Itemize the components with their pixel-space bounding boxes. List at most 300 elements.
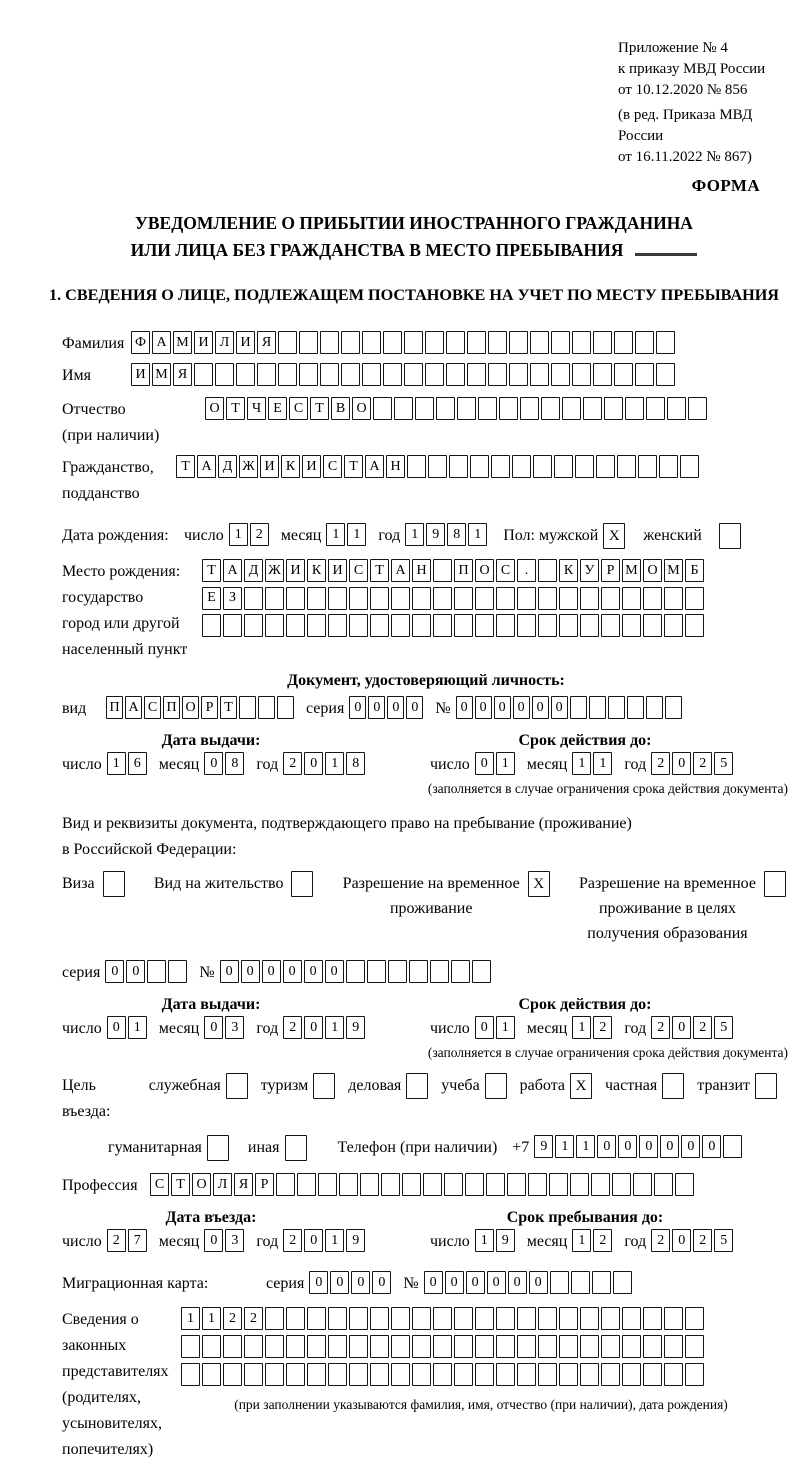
char-cell[interactable]: Н: [386, 455, 405, 478]
char-cell[interactable]: М: [622, 559, 641, 582]
char-cell[interactable]: 0: [126, 960, 145, 983]
char-cell[interactable]: Я: [234, 1173, 253, 1196]
char-cell[interactable]: [509, 331, 528, 354]
char-cell[interactable]: [341, 331, 360, 354]
char-cell[interactable]: 1: [128, 1016, 147, 1039]
char-cell[interactable]: [318, 1173, 337, 1196]
char-cell[interactable]: И: [260, 455, 279, 478]
char-cell[interactable]: [278, 331, 297, 354]
char-cell[interactable]: 0: [475, 696, 492, 719]
char-cell[interactable]: 2: [283, 1016, 302, 1039]
char-cell[interactable]: [244, 587, 263, 610]
char-cell[interactable]: [297, 1173, 316, 1196]
char-cell[interactable]: [223, 614, 242, 637]
char-cell[interactable]: [313, 1073, 335, 1099]
char-cell[interactable]: [370, 587, 389, 610]
char-cell[interactable]: [580, 1363, 599, 1386]
char-cell[interactable]: 2: [651, 1229, 670, 1252]
char-cell[interactable]: 0: [597, 1135, 616, 1158]
char-cell[interactable]: [472, 960, 491, 983]
char-cell[interactable]: А: [365, 455, 384, 478]
char-cell[interactable]: 0: [304, 1016, 323, 1039]
char-cell[interactable]: [239, 696, 256, 719]
char-cell[interactable]: [404, 331, 423, 354]
char-cell[interactable]: [764, 871, 786, 897]
char-cell[interactable]: [646, 397, 665, 420]
char-cell[interactable]: К: [307, 559, 326, 582]
char-cell[interactable]: [383, 331, 402, 354]
char-cell[interactable]: 1: [325, 1229, 344, 1252]
char-cell[interactable]: Т: [202, 559, 221, 582]
char-cell[interactable]: Т: [171, 1173, 190, 1196]
char-cell[interactable]: [643, 1335, 662, 1358]
char-cell[interactable]: [580, 1335, 599, 1358]
char-cell[interactable]: 1: [405, 523, 424, 546]
char-cell[interactable]: С: [289, 397, 308, 420]
char-cell[interactable]: 5: [714, 1229, 733, 1252]
char-cell[interactable]: Р: [201, 696, 218, 719]
char-cell[interactable]: [467, 331, 486, 354]
char-cell[interactable]: 0: [529, 1271, 548, 1294]
char-cell[interactable]: 2: [693, 1229, 712, 1252]
char-cell[interactable]: [517, 587, 536, 610]
char-cell[interactable]: 0: [262, 960, 281, 983]
char-cell[interactable]: 9: [534, 1135, 553, 1158]
char-cell[interactable]: 0: [105, 960, 124, 983]
char-cell[interactable]: .: [517, 559, 536, 582]
char-cell[interactable]: [496, 1307, 515, 1330]
char-cell[interactable]: [446, 331, 465, 354]
char-cell[interactable]: Р: [255, 1173, 274, 1196]
char-cell[interactable]: 1: [572, 752, 591, 775]
char-cell[interactable]: 0: [445, 1271, 464, 1294]
char-cell[interactable]: [433, 614, 452, 637]
char-cell[interactable]: Т: [370, 559, 389, 582]
char-cell[interactable]: 1: [229, 523, 248, 546]
char-cell[interactable]: [328, 1363, 347, 1386]
char-cell[interactable]: [436, 397, 455, 420]
char-cell[interactable]: [520, 397, 539, 420]
char-cell[interactable]: [554, 455, 573, 478]
char-cell[interactable]: [467, 363, 486, 386]
char-cell[interactable]: [572, 363, 591, 386]
char-cell[interactable]: Е: [268, 397, 287, 420]
char-cell[interactable]: [412, 1363, 431, 1386]
char-cell[interactable]: [103, 871, 125, 897]
char-cell[interactable]: [454, 1363, 473, 1386]
char-cell[interactable]: X: [528, 871, 550, 897]
char-cell[interactable]: [470, 455, 489, 478]
char-cell[interactable]: [307, 1335, 326, 1358]
char-cell[interactable]: 0: [618, 1135, 637, 1158]
char-cell[interactable]: 0: [466, 1271, 485, 1294]
char-cell[interactable]: 0: [513, 696, 530, 719]
char-cell[interactable]: Я: [257, 331, 276, 354]
char-cell[interactable]: [475, 614, 494, 637]
char-cell[interactable]: [580, 614, 599, 637]
char-cell[interactable]: [496, 1363, 515, 1386]
char-cell[interactable]: 2: [223, 1307, 242, 1330]
char-cell[interactable]: [496, 614, 515, 637]
char-cell[interactable]: [643, 1307, 662, 1330]
char-cell[interactable]: [407, 455, 426, 478]
char-cell[interactable]: [202, 1363, 221, 1386]
char-cell[interactable]: О: [352, 397, 371, 420]
char-cell[interactable]: [391, 1307, 410, 1330]
char-cell[interactable]: [328, 614, 347, 637]
char-cell[interactable]: [412, 614, 431, 637]
char-cell[interactable]: [643, 587, 662, 610]
char-cell[interactable]: 1: [475, 1229, 494, 1252]
char-cell[interactable]: [664, 1335, 683, 1358]
char-cell[interactable]: 0: [351, 1271, 370, 1294]
char-cell[interactable]: [604, 397, 623, 420]
char-cell[interactable]: Ч: [247, 397, 266, 420]
char-cell[interactable]: 2: [283, 752, 302, 775]
char-cell[interactable]: 1: [496, 1016, 515, 1039]
char-cell[interactable]: [538, 614, 557, 637]
char-cell[interactable]: С: [150, 1173, 169, 1196]
char-cell[interactable]: [583, 397, 602, 420]
char-cell[interactable]: [559, 587, 578, 610]
char-cell[interactable]: [625, 397, 644, 420]
char-cell[interactable]: 1: [202, 1307, 221, 1330]
char-cell[interactable]: [265, 1307, 284, 1330]
char-cell[interactable]: [425, 331, 444, 354]
char-cell[interactable]: [258, 696, 275, 719]
char-cell[interactable]: 0: [387, 696, 404, 719]
char-cell[interactable]: Ф: [131, 331, 150, 354]
char-cell[interactable]: [559, 614, 578, 637]
char-cell[interactable]: [622, 1363, 641, 1386]
char-cell[interactable]: [654, 1173, 673, 1196]
char-cell[interactable]: [451, 960, 470, 983]
char-cell[interactable]: [286, 587, 305, 610]
char-cell[interactable]: [299, 331, 318, 354]
char-cell[interactable]: 0: [325, 960, 344, 983]
char-cell[interactable]: [465, 1173, 484, 1196]
char-cell[interactable]: [299, 363, 318, 386]
char-cell[interactable]: [664, 1307, 683, 1330]
char-cell[interactable]: [580, 587, 599, 610]
char-cell[interactable]: X: [603, 523, 625, 549]
char-cell[interactable]: [291, 871, 313, 897]
char-cell[interactable]: [370, 1335, 389, 1358]
char-cell[interactable]: [509, 363, 528, 386]
char-cell[interactable]: С: [349, 559, 368, 582]
char-cell[interactable]: [328, 1307, 347, 1330]
char-cell[interactable]: [370, 1307, 389, 1330]
char-cell[interactable]: [349, 1335, 368, 1358]
char-cell[interactable]: 0: [672, 1016, 691, 1039]
char-cell[interactable]: 0: [532, 696, 549, 719]
char-cell[interactable]: [517, 1335, 536, 1358]
char-cell[interactable]: 0: [368, 696, 385, 719]
char-cell[interactable]: [202, 1335, 221, 1358]
char-cell[interactable]: О: [475, 559, 494, 582]
char-cell[interactable]: [549, 1173, 568, 1196]
char-cell[interactable]: [664, 587, 683, 610]
char-cell[interactable]: [612, 1173, 631, 1196]
char-cell[interactable]: А: [197, 455, 216, 478]
char-cell[interactable]: [570, 1173, 589, 1196]
char-cell[interactable]: [433, 1363, 452, 1386]
char-cell[interactable]: [454, 1307, 473, 1330]
char-cell[interactable]: [559, 1335, 578, 1358]
char-cell[interactable]: [265, 614, 284, 637]
char-cell[interactable]: [550, 1271, 569, 1294]
char-cell[interactable]: У: [580, 559, 599, 582]
char-cell[interactable]: А: [152, 331, 171, 354]
char-cell[interactable]: 0: [204, 1016, 223, 1039]
char-cell[interactable]: [541, 397, 560, 420]
char-cell[interactable]: [402, 1173, 421, 1196]
char-cell[interactable]: [635, 331, 654, 354]
char-cell[interactable]: [478, 397, 497, 420]
char-cell[interactable]: [633, 1173, 652, 1196]
char-cell[interactable]: [433, 1335, 452, 1358]
char-cell[interactable]: [571, 1271, 590, 1294]
char-cell[interactable]: [559, 1307, 578, 1330]
char-cell[interactable]: Т: [226, 397, 245, 420]
char-cell[interactable]: [475, 1363, 494, 1386]
char-cell[interactable]: 0: [702, 1135, 721, 1158]
char-cell[interactable]: [454, 1335, 473, 1358]
char-cell[interactable]: [638, 455, 657, 478]
char-cell[interactable]: [362, 363, 381, 386]
char-cell[interactable]: 0: [372, 1271, 391, 1294]
char-cell[interactable]: [656, 331, 675, 354]
char-cell[interactable]: [530, 331, 549, 354]
char-cell[interactable]: [394, 397, 413, 420]
char-cell[interactable]: [307, 587, 326, 610]
char-cell[interactable]: 2: [250, 523, 269, 546]
char-cell[interactable]: [688, 397, 707, 420]
char-cell[interactable]: 0: [330, 1271, 349, 1294]
char-cell[interactable]: [664, 1363, 683, 1386]
char-cell[interactable]: [646, 696, 663, 719]
char-cell[interactable]: 2: [651, 752, 670, 775]
char-cell[interactable]: [614, 331, 633, 354]
char-cell[interactable]: [278, 363, 297, 386]
char-cell[interactable]: 5: [714, 752, 733, 775]
char-cell[interactable]: [412, 1335, 431, 1358]
char-cell[interactable]: 9: [496, 1229, 515, 1252]
char-cell[interactable]: И: [194, 331, 213, 354]
char-cell[interactable]: М: [173, 331, 192, 354]
char-cell[interactable]: [719, 523, 741, 549]
char-cell[interactable]: [551, 363, 570, 386]
char-cell[interactable]: Б: [685, 559, 704, 582]
char-cell[interactable]: В: [331, 397, 350, 420]
char-cell[interactable]: 3: [225, 1016, 244, 1039]
char-cell[interactable]: [277, 696, 294, 719]
char-cell[interactable]: [428, 455, 447, 478]
char-cell[interactable]: 9: [346, 1229, 365, 1252]
char-cell[interactable]: [286, 1307, 305, 1330]
char-cell[interactable]: [538, 1307, 557, 1330]
char-cell[interactable]: [475, 587, 494, 610]
char-cell[interactable]: 7: [128, 1229, 147, 1252]
char-cell[interactable]: [507, 1173, 526, 1196]
char-cell[interactable]: [488, 363, 507, 386]
char-cell[interactable]: 0: [204, 752, 223, 775]
char-cell[interactable]: [486, 1173, 505, 1196]
char-cell[interactable]: [349, 587, 368, 610]
char-cell[interactable]: А: [391, 559, 410, 582]
char-cell[interactable]: 1: [555, 1135, 574, 1158]
char-cell[interactable]: [147, 960, 166, 983]
char-cell[interactable]: З: [223, 587, 242, 610]
char-cell[interactable]: 2: [693, 1016, 712, 1039]
char-cell[interactable]: 0: [475, 752, 494, 775]
char-cell[interactable]: [596, 455, 615, 478]
char-cell[interactable]: [622, 1335, 641, 1358]
char-cell[interactable]: [362, 331, 381, 354]
char-cell[interactable]: П: [163, 696, 180, 719]
char-cell[interactable]: И: [236, 331, 255, 354]
char-cell[interactable]: [412, 587, 431, 610]
char-cell[interactable]: 0: [304, 752, 323, 775]
char-cell[interactable]: 0: [672, 1229, 691, 1252]
char-cell[interactable]: [444, 1173, 463, 1196]
char-cell[interactable]: 0: [660, 1135, 679, 1158]
char-cell[interactable]: [409, 960, 428, 983]
char-cell[interactable]: Т: [220, 696, 237, 719]
char-cell[interactable]: 1: [325, 1016, 344, 1039]
char-cell[interactable]: 1: [326, 523, 345, 546]
char-cell[interactable]: [592, 1271, 611, 1294]
char-cell[interactable]: [593, 363, 612, 386]
char-cell[interactable]: [391, 587, 410, 610]
char-cell[interactable]: Н: [412, 559, 431, 582]
char-cell[interactable]: [328, 587, 347, 610]
char-cell[interactable]: 0: [551, 696, 568, 719]
char-cell[interactable]: А: [125, 696, 142, 719]
char-cell[interactable]: [665, 696, 682, 719]
char-cell[interactable]: [475, 1307, 494, 1330]
char-cell[interactable]: 3: [225, 1229, 244, 1252]
char-cell[interactable]: Ж: [239, 455, 258, 478]
char-cell[interactable]: 0: [349, 696, 366, 719]
char-cell[interactable]: [562, 397, 581, 420]
char-cell[interactable]: [446, 363, 465, 386]
char-cell[interactable]: 1: [347, 523, 366, 546]
char-cell[interactable]: О: [182, 696, 199, 719]
char-cell[interactable]: Я: [173, 363, 192, 386]
char-cell[interactable]: 2: [283, 1229, 302, 1252]
char-cell[interactable]: [320, 331, 339, 354]
char-cell[interactable]: [635, 363, 654, 386]
char-cell[interactable]: О: [192, 1173, 211, 1196]
char-cell[interactable]: [667, 397, 686, 420]
char-cell[interactable]: [685, 1307, 704, 1330]
char-cell[interactable]: [617, 455, 636, 478]
char-cell[interactable]: [659, 455, 678, 478]
char-cell[interactable]: И: [302, 455, 321, 478]
char-cell[interactable]: 6: [128, 752, 147, 775]
char-cell[interactable]: А: [223, 559, 242, 582]
char-cell[interactable]: [491, 455, 510, 478]
char-cell[interactable]: 0: [304, 960, 323, 983]
char-cell[interactable]: [538, 1335, 557, 1358]
char-cell[interactable]: 1: [576, 1135, 595, 1158]
char-cell[interactable]: [286, 1363, 305, 1386]
char-cell[interactable]: И: [286, 559, 305, 582]
char-cell[interactable]: [412, 1307, 431, 1330]
char-cell[interactable]: Д: [244, 559, 263, 582]
char-cell[interactable]: 2: [693, 752, 712, 775]
char-cell[interactable]: [181, 1363, 200, 1386]
char-cell[interactable]: [593, 331, 612, 354]
char-cell[interactable]: [685, 1363, 704, 1386]
char-cell[interactable]: [538, 587, 557, 610]
char-cell[interactable]: Е: [202, 587, 221, 610]
char-cell[interactable]: [433, 1307, 452, 1330]
char-cell[interactable]: [202, 614, 221, 637]
char-cell[interactable]: [339, 1173, 358, 1196]
char-cell[interactable]: 2: [651, 1016, 670, 1039]
char-cell[interactable]: [664, 614, 683, 637]
char-cell[interactable]: [391, 614, 410, 637]
char-cell[interactable]: 0: [508, 1271, 527, 1294]
char-cell[interactable]: [168, 960, 187, 983]
char-cell[interactable]: [367, 960, 386, 983]
char-cell[interactable]: [433, 587, 452, 610]
char-cell[interactable]: [601, 1335, 620, 1358]
char-cell[interactable]: [265, 1363, 284, 1386]
char-cell[interactable]: 1: [468, 523, 487, 546]
char-cell[interactable]: [538, 1363, 557, 1386]
char-cell[interactable]: [430, 960, 449, 983]
char-cell[interactable]: 0: [283, 960, 302, 983]
char-cell[interactable]: [328, 1335, 347, 1358]
char-cell[interactable]: [391, 1335, 410, 1358]
char-cell[interactable]: [349, 614, 368, 637]
char-cell[interactable]: [194, 363, 213, 386]
char-cell[interactable]: 1: [181, 1307, 200, 1330]
char-cell[interactable]: 0: [304, 1229, 323, 1252]
char-cell[interactable]: 0: [456, 696, 473, 719]
char-cell[interactable]: Д: [218, 455, 237, 478]
char-cell[interactable]: [622, 614, 641, 637]
char-cell[interactable]: [207, 1135, 229, 1161]
char-cell[interactable]: [589, 696, 606, 719]
char-cell[interactable]: 1: [572, 1016, 591, 1039]
char-cell[interactable]: [530, 363, 549, 386]
char-cell[interactable]: [533, 455, 552, 478]
char-cell[interactable]: [223, 1363, 242, 1386]
char-cell[interactable]: [341, 363, 360, 386]
char-cell[interactable]: 0: [204, 1229, 223, 1252]
char-cell[interactable]: [223, 1335, 242, 1358]
char-cell[interactable]: [622, 587, 641, 610]
char-cell[interactable]: 5: [714, 1016, 733, 1039]
char-cell[interactable]: [580, 1307, 599, 1330]
char-cell[interactable]: X: [570, 1073, 592, 1099]
char-cell[interactable]: 0: [406, 696, 423, 719]
char-cell[interactable]: [643, 614, 662, 637]
char-cell[interactable]: [257, 363, 276, 386]
char-cell[interactable]: [388, 960, 407, 983]
char-cell[interactable]: [680, 455, 699, 478]
char-cell[interactable]: [499, 397, 518, 420]
char-cell[interactable]: [627, 696, 644, 719]
char-cell[interactable]: 2: [593, 1016, 612, 1039]
char-cell[interactable]: [226, 1073, 248, 1099]
char-cell[interactable]: Р: [601, 559, 620, 582]
char-cell[interactable]: 1: [572, 1229, 591, 1252]
